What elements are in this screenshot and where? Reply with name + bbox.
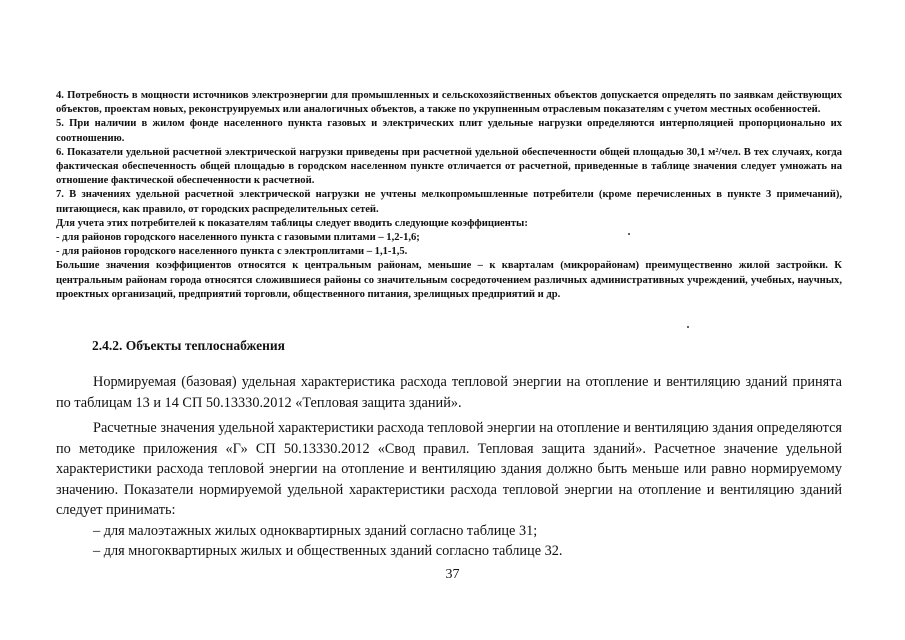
- list-item-low-rise: – для малоэтажных жилых одноквартирных зданий согласно таблице 31;: [93, 522, 538, 539]
- section-body: [56, 372, 842, 562]
- note-7-explanation: Большие значения коэффициентов относятся к центральным районам, меньшие – к кварталам (микрорайонам) преимущественно жилой застройки. К центральным районам города относятся сложившиеся районы со значительным сосредоточением различных административных учреждений, учебных, научных, проектных организаций, предприятий торговли, общественного питания, зрелищных предприятий и др.: [56, 260, 842, 300]
- note-7-electric-stoves: - для районов городского населенного пункта с электроплитами – 1,1-1,5.: [56, 246, 408, 258]
- paragraph-calculated-values: Расчетные значения удельной характеристики расхода тепловой энергии на отопление и вентиляцию здания определяются по методике приложения «Г» СП 50.13330.2012 «Свод правил. Тепловая защита зданий». Расчетное значение удельной характеристики расхода тепловой энергии на отопление и вентиляцию здания должно быть меньше или равно нормируемому значению. Показатели нормируемой удельной характеристики расхода тепловой энергии на отопление и вентиляцию зданий следует принимать:: [56, 420, 842, 518]
- scan-speck: [687, 326, 689, 328]
- note-7: 7. В значениях удельной расчетной электрической нагрузки не учтены мелкопромышленные потребители (кроме перечисленных в пункте 3 примечаний), питающиеся, как правило, от городских распределительных сетей.: [56, 189, 842, 215]
- scan-speck: [628, 233, 630, 235]
- note-4: 4. Потребность в мощности источников электроэнергии для промышленных и сельскохозяйственных объектов допускается определять по заявкам действующих объектов, проектам новых, реконструируемых или аналогичных объектов, а также по укрупненным отраслевым показателям с учетом местных особенностей.: [56, 90, 842, 116]
- section-heading: 2.4.2. Объекты теплоснабжения: [92, 338, 285, 353]
- note-6: 6. Показатели удельной расчетной электрической нагрузки приведены при расчетной удельной обеспеченности общей площадью 30,1 м²/чел. В тех случаях, когда фактическая обеспеченность общей площадью в городском населенном пункте отличается от расчетной, приведенные в таблице значения следует умножать на отношение фактической обеспеченности к расчетной.: [56, 146, 842, 187]
- paragraph-base-characteristic: Нормируемая (базовая) удельная характеристика расхода тепловой энергии на отопление и вентиляцию зданий принята по таблицам 13 и 14 СП 50.13330.2012 «Тепловая защита зданий».: [56, 374, 842, 411]
- note-7-coefficients-intro: Для учета этих потребителей к показателям таблицы следует вводить следующие коэффициенты:: [56, 217, 528, 229]
- page-number: 37: [445, 567, 460, 582]
- note-5: 5. При наличии в жилом фонде населенного пункта газовых и электрических плит удельные нагрузки определяются интерполяцией пропорционально их соотношению.: [56, 118, 842, 144]
- table-notes: [56, 89, 842, 302]
- list-item-multi-apartment: – для многоквартирных жилых и общественных зданий согласно таблице 32.: [93, 543, 563, 559]
- note-7-gas-stoves: - для районов городского населенного пункта с газовыми плитами – 1,2-1,6;: [56, 232, 420, 244]
